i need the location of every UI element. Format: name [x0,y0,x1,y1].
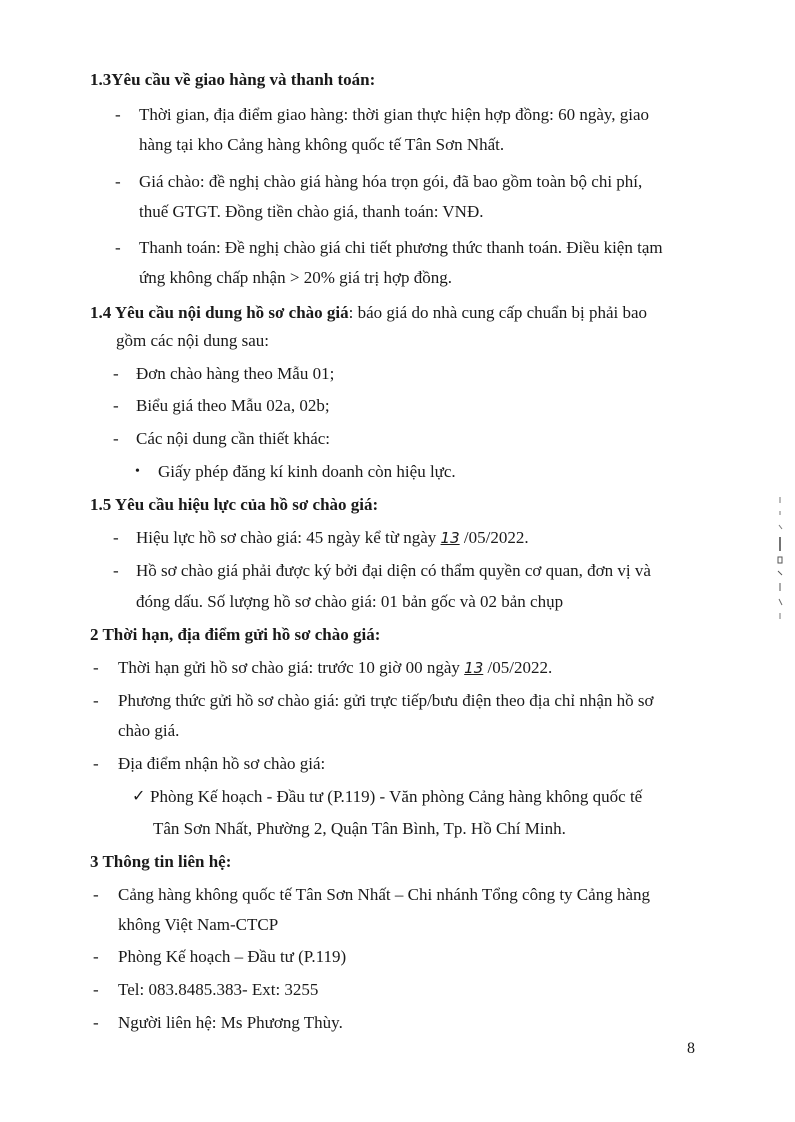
receiving-location-item: Địa điểm nhận hồ sơ chào giá: [118,754,326,773]
contact-person-item: Người liên hệ: Ms Phương Thùy. [118,1013,343,1032]
dash-marker: - [115,105,121,124]
deadline-date-rest: /05/2022. [483,658,553,677]
airport-name-line2: không Việt Nam-CTCP [118,915,279,934]
handwritten-day: 13 [440,529,460,547]
dash-marker: - [93,691,99,710]
other-content-item: Các nội dung cần thiết khác: [136,429,331,448]
margin-scan-marks [773,495,787,625]
dash-marker: - [113,396,119,415]
price-schedule-item: Biểu giá theo Mẫu 02a, 02b; [136,396,330,415]
delivery-time-line1: Thời gian, địa điểm giao hàng: thời gian thực hiện hợp đồng: 60 ngày, giao [139,105,650,124]
section-1-4-heading-line2: gồm các nội dung sau: [116,331,269,350]
quote-price-line2: thuế GTGT. Đồng tiền chào giá, thanh toán: VNĐ. [139,202,484,221]
dash-marker: - [93,658,99,677]
section-1-4-title-rest: : báo giá do nhà cung cấp chuẩn bị phải bao [348,303,648,322]
section-2-heading: 2 Thời hạn, địa điểm gửi hồ sơ chào giá: [90,625,381,644]
deadline-line [118,657,552,679]
handwritten-day: 13 [464,659,484,677]
submission-method-line1: Phương thức gửi hồ sơ chào giá: gửi trực tiếp/bưu điện theo địa chỉ nhận hồ sơ [118,691,654,710]
page-number: 8 [687,1040,695,1057]
scan-artifact-graphic [773,495,787,625]
validity-date-rest: /05/2022. [459,528,529,547]
dash-marker: - [93,980,99,999]
offer-form-item: Đơn chào hàng theo Mẫu 01; [136,364,335,383]
dash-marker: - [113,364,119,383]
bullet-marker: • [135,464,140,479]
office-address-line1: Phòng Kế hoạch - Đầu tư (P.119) - Văn phòng Cảng hàng không quốc tế [150,787,643,806]
telephone-item: Tel: 083.8485.383- Ext: 3255 [118,980,319,999]
business-license-item: Giấy phép đăng kí kinh doanh còn hiệu lực. [158,462,456,481]
section-1-5-heading: 1.5 Yêu cầu hiệu lực của hồ sơ chào giá: [90,495,379,514]
office-address-line2: Tân Sơn Nhất, Phường 2, Quận Tân Bình, Tp. Hồ Chí Minh. [153,819,566,838]
delivery-time-line2: hàng tại kho Cảng hàng không quốc tế Tân Sơn Nhất. [139,135,505,154]
section-1-3-heading: 1.3Yêu cầu về giao hàng và thanh toán: [90,70,376,89]
dash-marker: - [93,885,99,904]
section-3-heading: 3 Thông tin liên hệ: [90,852,232,871]
submission-method-line2: chào giá. [118,721,180,740]
signature-line2: đóng dấu. Số lượng hồ sơ chào giá: 01 bản gốc và 02 bản chụp [136,592,564,611]
check-icon: ✓ [132,788,146,805]
validity-line [136,527,529,549]
dash-marker: - [93,754,99,773]
dash-marker: - [113,561,119,580]
payment-line1: Thanh toán: Đề nghị chào giá chi tiết phương thức thanh toán. Điều kiện tạm [139,238,663,257]
payment-line2: ứng không chấp nhận > 20% giá trị hợp đồng. [139,268,452,287]
department-item: Phòng Kế hoạch – Đầu tư (P.119) [118,947,347,966]
dash-marker: - [115,172,121,191]
deadline-text: Thời hạn gửi hồ sơ chào giá: trước 10 giờ 00 ngày [118,658,465,677]
dash-marker: - [115,238,121,257]
dash-marker: - [93,1013,99,1032]
airport-name-line1: Cảng hàng không quốc tế Tân Sơn Nhất – Chi nhánh Tổng công ty Cảng hàng [118,885,650,904]
dash-marker: - [93,947,99,966]
signature-line1: Hồ sơ chào giá phải được ký bởi đại diện có thẩm quyền cơ quan, đơn vị và [136,561,651,580]
dash-marker: - [113,429,119,448]
dash-marker: - [113,528,119,547]
section-1-4-heading [90,302,647,324]
validity-text: Hiệu lực hồ sơ chào giá: 45 ngày kể từ ngày [136,528,441,547]
quote-price-line1: Giá chào: đề nghị chào giá hàng hóa trọn gói, đã bao gồm toàn bộ chi phí, [139,172,643,191]
section-1-4-title: 1.4 Yêu cầu nội dung hồ sơ chào giá [90,303,349,322]
